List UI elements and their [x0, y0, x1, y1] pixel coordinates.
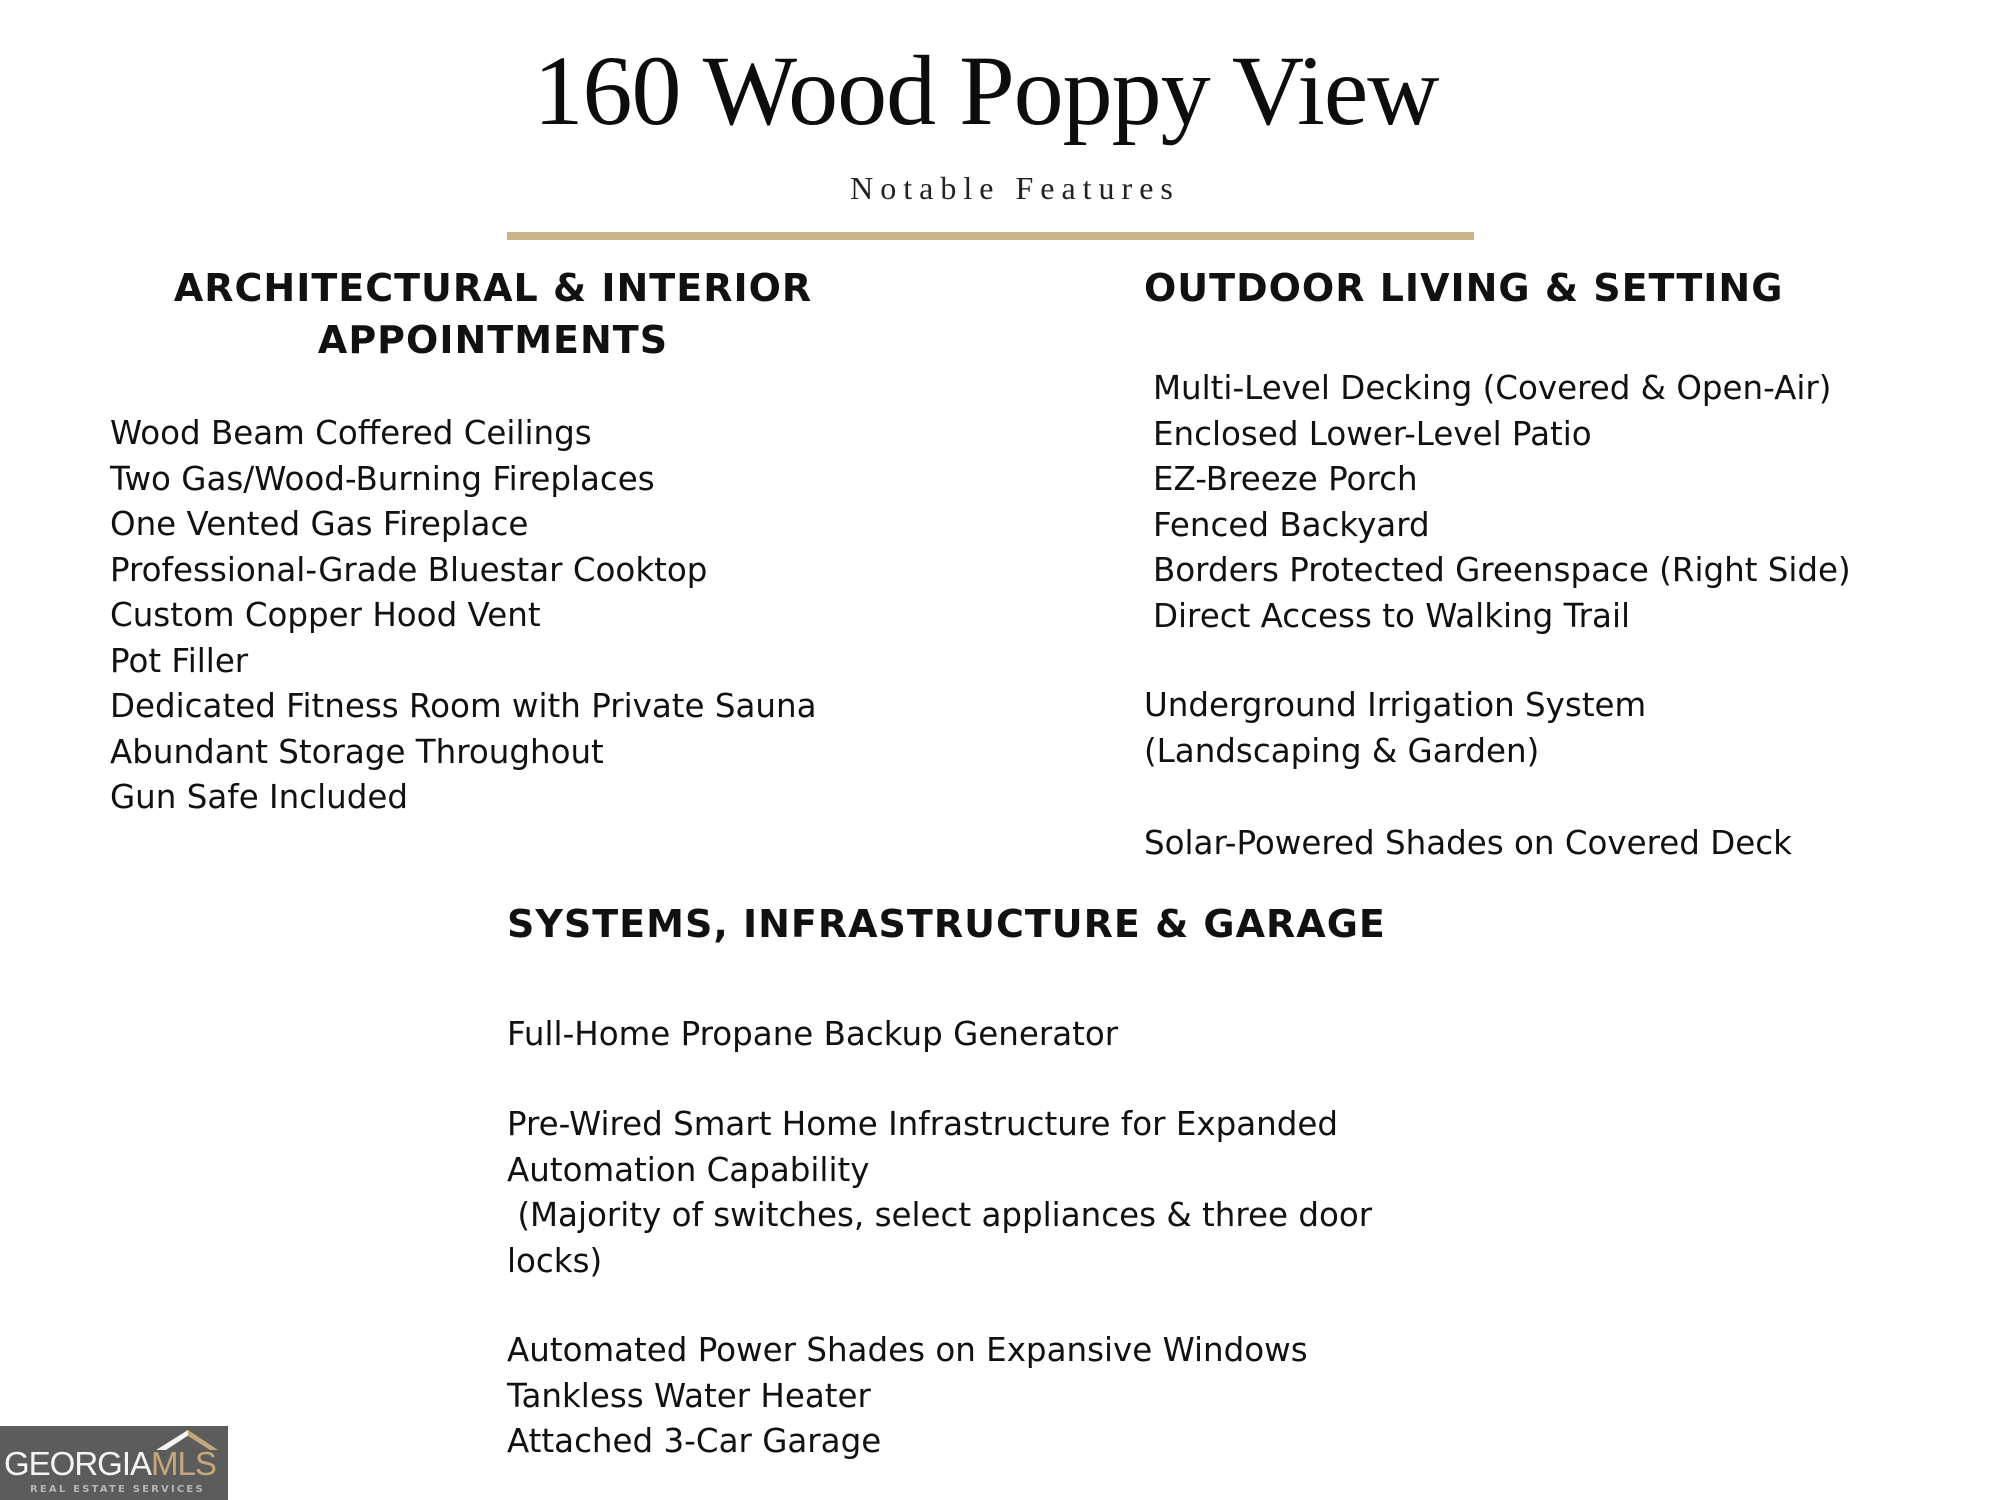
outdoor-list: [1153, 366, 1851, 639]
irrigation-line1: Underground Irrigation System: [1144, 686, 1647, 724]
list-item: Wood Beam Coffered Ceilings: [110, 414, 592, 452]
systems-heading: SYSTEMS, INFRASTRUCTURE & GARAGE: [507, 902, 1386, 946]
list-item: Gun Safe Included: [110, 778, 408, 816]
list-item: Fenced Backyard: [1153, 505, 1430, 544]
smart-home-feature: [507, 1102, 1372, 1284]
list-item: Borders Protected Greenspace (Right Side): [1153, 551, 1851, 589]
smart-home-line3: (Majority of switches, select appliances & three door: [507, 1196, 1373, 1234]
logo-text-georgia: GEORGIA: [4, 1445, 152, 1482]
list-item: EZ-Breeze Porch: [1153, 460, 1418, 498]
page-subtitle: Notable Features: [850, 170, 1180, 206]
irrigation-line2: (Landscaping & Garden): [1144, 731, 1540, 770]
systems-list: [507, 1328, 1308, 1465]
smart-home-line4: locks): [507, 1241, 603, 1280]
list-item: Pot Filler: [110, 641, 249, 680]
list-item: Abundant Storage Throughout: [110, 732, 604, 771]
list-item: Professional-Grade Bluestar Cooktop: [110, 550, 708, 589]
outdoor-heading: OUTDOOR LIVING & SETTING: [1144, 266, 1784, 310]
list-item: Two Gas/Wood-Burning Fireplaces: [110, 459, 655, 498]
irrigation-feature: [1144, 683, 1646, 774]
georgia-mls-logo: [0, 1426, 228, 1500]
logo-tagline: REAL ESTATE SERVICES: [30, 1484, 205, 1495]
list-item: Enclosed Lower-Level Patio: [1153, 414, 1592, 453]
list-item: Attached 3-Car Garage: [507, 1422, 882, 1460]
list-item: Dedicated Fitness Room with Private Sauna: [110, 687, 817, 725]
smart-home-line1: Pre-Wired Smart Home Infrastructure for Expanded: [507, 1105, 1338, 1143]
list-item: Tankless Water Heater: [507, 1376, 871, 1415]
architectural-heading-line1: ARCHITECTURAL & INTERIOR: [173, 266, 813, 310]
architectural-list: [110, 411, 817, 821]
list-item: Custom Copper Hood Vent: [110, 596, 541, 634]
smart-home-line2: Automation Capability: [507, 1150, 870, 1189]
architectural-heading-line2: APPOINTMENTS: [317, 318, 669, 362]
list-item: One Vented Gas Fireplace: [110, 505, 529, 543]
property-title: 160 Wood Poppy View: [533, 35, 1439, 146]
generator-feature: Full-Home Propane Backup Generator: [507, 1015, 1119, 1053]
list-item: Direct Access to Walking Trail: [1153, 596, 1631, 635]
gold-divider: [507, 232, 1474, 240]
list-item: Multi-Level Decking (Covered & Open-Air): [1153, 369, 1832, 407]
architectural-heading: [90, 262, 896, 366]
logo-text-mls: MLS: [151, 1445, 216, 1482]
solar-shades-feature: Solar-Powered Shades on Covered Deck: [1144, 824, 1792, 862]
list-item: Automated Power Shades on Expansive Windows: [507, 1331, 1308, 1369]
